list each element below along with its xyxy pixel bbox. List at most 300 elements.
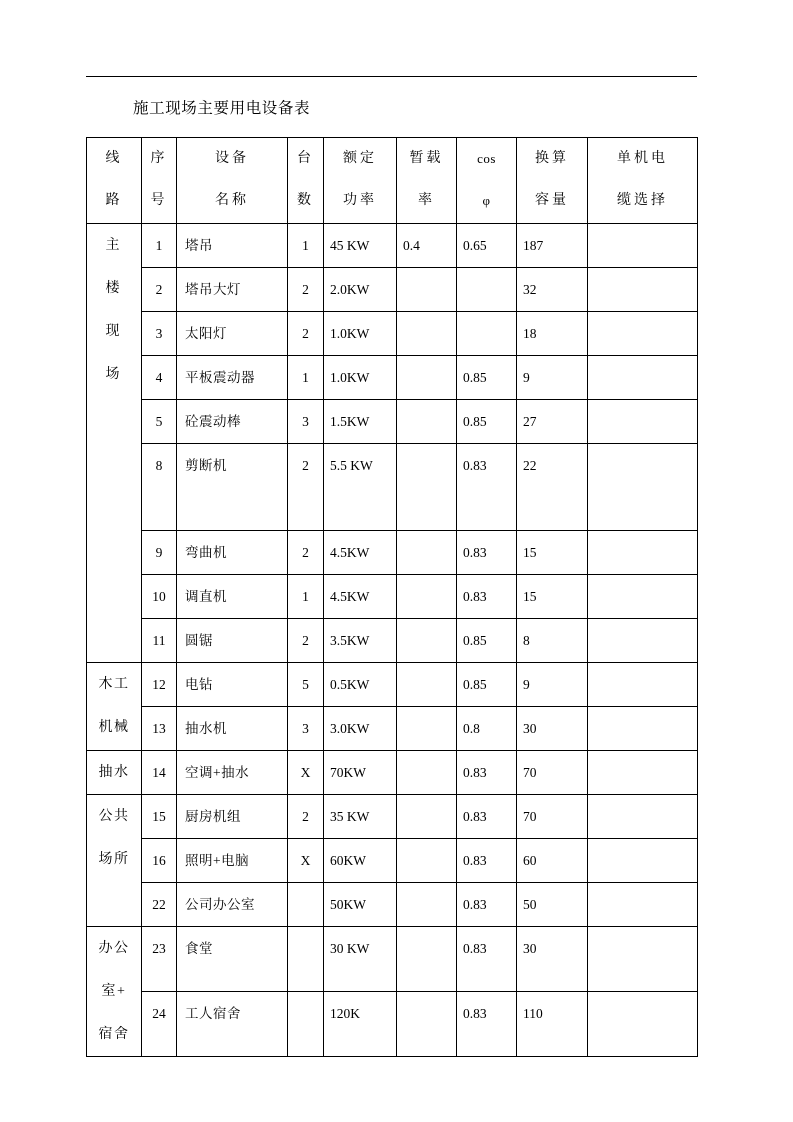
table-cell [288, 992, 324, 1057]
cell-cable-choice [588, 224, 697, 267]
cell-serial-no: 16 [152, 853, 166, 868]
cell-serial-no: 23 [152, 941, 166, 956]
cell-device-name: 抽水机 [185, 721, 227, 736]
table-row [87, 268, 698, 312]
table-cell [288, 707, 324, 751]
table-cell [142, 312, 177, 356]
line-group-char: 场所 [98, 852, 130, 867]
cell-converted-capacity: 27 [523, 414, 537, 429]
cell-converted-capacity: 9 [523, 370, 530, 385]
cell-converted-capacity: 30 [523, 721, 537, 736]
table-cell [588, 751, 698, 795]
cell-device-name: 厨房机组 [185, 809, 241, 824]
line-group-char: 公共 [98, 809, 130, 824]
table-cell [142, 795, 177, 839]
table-row [87, 839, 698, 883]
table-cell [457, 224, 517, 268]
cell-cable-choice [588, 992, 697, 1035]
table-cell [142, 444, 177, 531]
table-cell [288, 268, 324, 312]
cell-rated-power: 2.0KW [330, 282, 370, 297]
table-cell [397, 883, 457, 927]
table-cell [588, 312, 698, 356]
column-header-line: 功率 [343, 193, 377, 208]
cell-converted-capacity: 70 [523, 809, 537, 824]
table-cell [457, 268, 517, 312]
table-row [87, 400, 698, 444]
table-cell [588, 224, 698, 268]
cell-rated-power: 50KW [330, 897, 366, 912]
cell-converted-capacity: 30 [523, 941, 537, 956]
column-header-serial-no [142, 138, 177, 224]
cell-converted-capacity: 60 [523, 853, 537, 868]
table-cell [588, 356, 698, 400]
table-cell [397, 444, 457, 531]
cell-cable-choice [588, 312, 697, 355]
cell-serial-no: 24 [152, 1006, 166, 1021]
table-cell [457, 992, 517, 1057]
cell-cable-choice [588, 268, 697, 311]
cell-cable-choice [588, 619, 697, 662]
cell-device-name: 空调+抽水 [185, 765, 250, 780]
line-group-stack [87, 927, 141, 1056]
cell-serial-no: 1 [155, 238, 163, 253]
table-cell [177, 531, 288, 575]
cell-serial-no: 4 [155, 370, 163, 385]
cell-duty-ratio [397, 883, 456, 926]
cell-converted-capacity: 15 [523, 589, 537, 604]
cell-cable-choice [588, 883, 697, 926]
cell-unit-count: 1 [302, 370, 309, 385]
table-row [87, 444, 698, 531]
cell-power-factor: 0.83 [463, 941, 487, 956]
column-header-unit-count [288, 138, 324, 224]
table-cell [397, 619, 457, 663]
table-cell [288, 224, 324, 268]
cell-unit-count: 2 [302, 809, 309, 824]
table-cell [142, 839, 177, 883]
table-cell [177, 883, 288, 927]
column-header-line: 线 [105, 151, 123, 166]
table-cell [288, 444, 324, 531]
table-cell [288, 619, 324, 663]
table-cell [142, 619, 177, 663]
table-cell [517, 531, 588, 575]
cell-unit-count: X [300, 765, 311, 780]
table-cell [588, 575, 698, 619]
cell-power-factor: 0.83 [463, 897, 487, 912]
table-cell [517, 751, 588, 795]
cell-duty-ratio [397, 927, 456, 970]
column-header-converted-capacity [517, 138, 588, 224]
table-cell [397, 751, 457, 795]
cell-power-factor: 0.83 [463, 458, 487, 473]
table-cell [517, 444, 588, 531]
table-cell [324, 839, 397, 883]
table-cell [142, 883, 177, 927]
table-cell [288, 751, 324, 795]
column-header-line: 换算 [535, 151, 569, 166]
cell-device-name: 砼震动棒 [185, 414, 241, 429]
table-row [87, 312, 698, 356]
table-row [87, 356, 698, 400]
table-cell [517, 575, 588, 619]
cell-duty-ratio [397, 751, 456, 794]
table-cell [588, 839, 698, 883]
cell-serial-no: 3 [155, 326, 163, 341]
cell-unit-count [288, 992, 323, 1035]
cell-unit-count: 2 [302, 633, 309, 648]
table-cell [457, 883, 517, 927]
equipment-table [86, 137, 698, 1057]
table-cell [397, 268, 457, 312]
cell-device-name: 工人宿舍 [185, 1006, 241, 1021]
table-cell [397, 400, 457, 444]
table-cell [177, 707, 288, 751]
line-group-char: 宿舍 [98, 1027, 130, 1042]
cell-rated-power: 35 KW [330, 809, 370, 824]
cell-cable-choice [588, 795, 697, 838]
table-cell [288, 883, 324, 927]
line-group-woodworking-machinery [87, 663, 142, 751]
cell-converted-capacity: 8 [523, 633, 530, 648]
cell-unit-count: 2 [302, 326, 309, 341]
table-cell [177, 312, 288, 356]
line-group-char: 办公 [98, 941, 130, 956]
cell-unit-count: X [300, 853, 311, 868]
page-title: 施工现场主要用电设备表 [133, 100, 311, 117]
cell-duty-ratio: 0.4 [403, 238, 420, 253]
table-cell [397, 356, 457, 400]
line-group-stack [87, 224, 141, 396]
cell-serial-no: 22 [152, 897, 166, 912]
table-cell [397, 663, 457, 707]
table-cell [142, 268, 177, 312]
column-header-device-name [177, 138, 288, 224]
cell-device-name: 调直机 [185, 589, 227, 604]
cell-cable-choice [588, 927, 697, 970]
table-row [87, 883, 698, 927]
line-group-public-area [87, 795, 142, 927]
table-cell [397, 707, 457, 751]
table-cell [288, 531, 324, 575]
column-header-line: 台 [297, 151, 314, 166]
table-cell [177, 356, 288, 400]
table-cell [142, 224, 177, 268]
table-cell [588, 531, 698, 575]
table-cell [397, 575, 457, 619]
cell-device-name: 电钻 [185, 677, 213, 692]
cell-rated-power: 1.5KW [330, 414, 370, 429]
table-cell [142, 663, 177, 707]
table-cell [397, 531, 457, 575]
table-cell [588, 992, 698, 1057]
cell-rated-power: 30 KW [330, 941, 370, 956]
table-cell [517, 883, 588, 927]
cell-device-name: 剪断机 [185, 458, 227, 473]
table-cell [588, 663, 698, 707]
table-cell [177, 619, 288, 663]
cell-serial-no: 11 [152, 633, 166, 648]
table-cell [324, 619, 397, 663]
column-header-line: 容量 [535, 193, 569, 208]
cell-device-name: 食堂 [185, 941, 213, 956]
column-header-line: 设备 [215, 151, 249, 166]
table-cell [324, 224, 397, 268]
table-cell [324, 663, 397, 707]
table-cell [288, 400, 324, 444]
cell-converted-capacity: 18 [523, 326, 537, 341]
cell-cable-choice [588, 751, 697, 794]
table-cell [324, 575, 397, 619]
cell-rated-power: 70KW [330, 765, 366, 780]
table-row [87, 531, 698, 575]
table-cell [324, 531, 397, 575]
table-cell [324, 400, 397, 444]
table-cell [457, 795, 517, 839]
cell-power-factor: 0.85 [463, 633, 487, 648]
table-row [87, 224, 698, 268]
cell-cable-choice [588, 531, 697, 574]
table-cell [588, 268, 698, 312]
cell-converted-capacity: 70 [523, 765, 537, 780]
table-row [87, 575, 698, 619]
line-group-office-dormitory [87, 927, 142, 1057]
column-header-line: 路 [105, 193, 123, 208]
table-cell [588, 927, 698, 992]
line-group-char: 抽水 [98, 765, 130, 780]
table-cell [288, 575, 324, 619]
cell-unit-count: 2 [302, 545, 309, 560]
cell-rated-power: 5.5 KW [330, 458, 373, 473]
line-group-stack [87, 751, 141, 794]
cell-duty-ratio [397, 444, 456, 530]
table-cell [142, 992, 177, 1057]
line-group-stack [87, 795, 141, 881]
table-cell [517, 619, 588, 663]
cell-duty-ratio [397, 663, 456, 706]
cell-serial-no: 15 [152, 809, 166, 824]
cell-rated-power: 1.0KW [330, 326, 370, 341]
table-cell [588, 795, 698, 839]
table-row [87, 927, 698, 992]
cell-unit-count: 5 [302, 677, 309, 692]
table-cell [588, 400, 698, 444]
cell-unit-count [288, 883, 323, 926]
cell-cable-choice [588, 839, 697, 882]
cell-serial-no: 2 [155, 282, 163, 297]
cell-serial-no: 9 [155, 545, 163, 560]
table-cell [288, 795, 324, 839]
line-group-char: 现 [105, 324, 123, 339]
table-cell [457, 707, 517, 751]
cell-duty-ratio [397, 400, 456, 443]
cell-power-factor [457, 312, 516, 355]
table-cell [457, 575, 517, 619]
cell-power-factor: 0.83 [463, 545, 487, 560]
table-cell [457, 751, 517, 795]
line-group-char: 主 [105, 238, 123, 253]
table-cell [397, 312, 457, 356]
column-header-line: cos [477, 151, 496, 166]
cell-serial-no: 13 [152, 721, 166, 736]
cell-rated-power: 60KW [330, 853, 366, 868]
cell-serial-no: 10 [152, 589, 166, 604]
table-cell [457, 927, 517, 992]
table-cell [288, 356, 324, 400]
cell-power-factor: 0.85 [463, 370, 487, 385]
table-row [87, 751, 698, 795]
cell-duty-ratio [397, 312, 456, 355]
cell-converted-capacity: 32 [523, 282, 537, 297]
table-cell [142, 707, 177, 751]
cell-power-factor: 0.83 [463, 1006, 487, 1021]
cell-duty-ratio [397, 707, 456, 750]
table-cell [177, 268, 288, 312]
cell-unit-count: 3 [302, 721, 309, 736]
table-cell [324, 751, 397, 795]
table-cell [324, 268, 397, 312]
table-cell [177, 400, 288, 444]
table-cell [324, 444, 397, 531]
table-cell [517, 663, 588, 707]
cell-device-name: 太阳灯 [185, 326, 227, 341]
cell-device-name: 圆锯 [185, 633, 213, 648]
cell-device-name: 平板震动器 [185, 370, 255, 385]
cell-cable-choice [588, 444, 697, 530]
cell-serial-no: 8 [155, 458, 163, 473]
table-cell [288, 927, 324, 992]
table-cell [324, 356, 397, 400]
table-cell [517, 268, 588, 312]
table-cell [517, 356, 588, 400]
column-header-line: 暂载 [409, 151, 444, 166]
cell-cable-choice [588, 356, 697, 399]
cell-rated-power: 3.5KW [330, 633, 370, 648]
cell-rated-power: 4.5KW [330, 589, 370, 604]
cell-cable-choice [588, 575, 697, 618]
cell-duty-ratio [397, 795, 456, 838]
table-cell [517, 992, 588, 1057]
cell-unit-count [288, 927, 323, 970]
cell-rated-power: 3.0KW [330, 721, 370, 736]
table-cell [177, 927, 288, 992]
table-cell [324, 992, 397, 1057]
table-row [87, 992, 698, 1057]
cell-duty-ratio [397, 992, 456, 1035]
cell-unit-count: 1 [302, 238, 309, 253]
cell-converted-capacity: 187 [523, 238, 544, 253]
table-cell [142, 356, 177, 400]
table-cell [457, 663, 517, 707]
table-cell [177, 224, 288, 268]
table-cell [177, 795, 288, 839]
column-header-line: 序 [150, 151, 168, 166]
table-cell [324, 312, 397, 356]
column-header-duty-ratio [397, 138, 457, 224]
table-cell [517, 707, 588, 751]
cell-rated-power: 120K [330, 1006, 360, 1021]
table-cell [177, 575, 288, 619]
cell-serial-no: 12 [152, 677, 166, 692]
cell-rated-power: 1.0KW [330, 370, 370, 385]
table-cell [588, 707, 698, 751]
column-header-line: 缆选择 [617, 193, 668, 208]
table-cell [177, 839, 288, 883]
table-cell [457, 444, 517, 531]
cell-converted-capacity: 22 [523, 458, 537, 473]
cell-duty-ratio [397, 356, 456, 399]
column-header-line: 数 [297, 193, 314, 208]
column-header-line: 名称 [215, 193, 249, 208]
table-cell [517, 795, 588, 839]
table-cell [142, 400, 177, 444]
table-cell [142, 531, 177, 575]
table-cell [457, 312, 517, 356]
cell-power-factor: 0.65 [463, 238, 487, 253]
line-group-char: 楼 [105, 281, 123, 296]
cell-serial-no: 5 [155, 414, 163, 429]
table-row [87, 795, 698, 839]
table-cell [324, 795, 397, 839]
cell-device-name: 照明+电脑 [185, 853, 250, 868]
table-cell [288, 312, 324, 356]
table-header-row [87, 138, 698, 224]
cell-power-factor: 0.85 [463, 677, 487, 692]
cell-power-factor: 0.8 [463, 721, 480, 736]
table-cell [397, 839, 457, 883]
column-header-line: 率 [418, 193, 435, 208]
table-row [87, 707, 698, 751]
table-cell [288, 663, 324, 707]
table-cell [517, 312, 588, 356]
cell-power-factor: 0.83 [463, 589, 487, 604]
cell-unit-count: 2 [302, 282, 309, 297]
line-group-main-building-site [87, 224, 142, 663]
column-header-line: φ [482, 193, 491, 208]
cell-device-name: 塔吊 [185, 238, 213, 253]
line-group-char: 木工 [98, 677, 130, 692]
header-rule [86, 76, 697, 77]
column-header-line-route [87, 138, 142, 224]
table-cell [457, 619, 517, 663]
table-cell [588, 619, 698, 663]
table-cell [324, 883, 397, 927]
table-cell [517, 839, 588, 883]
table-row [87, 619, 698, 663]
cell-converted-capacity: 15 [523, 545, 537, 560]
column-header-power-factor [457, 138, 517, 224]
cell-device-name: 弯曲机 [185, 545, 227, 560]
column-header-rated-power [324, 138, 397, 224]
cell-converted-capacity: 50 [523, 897, 537, 912]
table-cell [177, 751, 288, 795]
table-cell [142, 751, 177, 795]
cell-rated-power: 4.5KW [330, 545, 370, 560]
table-cell [457, 531, 517, 575]
cell-duty-ratio [397, 268, 456, 311]
column-header-cable-choice [588, 138, 698, 224]
cell-rated-power: 45 KW [330, 238, 370, 253]
cell-power-factor [457, 268, 516, 311]
table-cell [517, 927, 588, 992]
table-row [87, 663, 698, 707]
column-header-line: 额定 [343, 151, 377, 166]
cell-cable-choice [588, 707, 697, 750]
cell-power-factor: 0.83 [463, 853, 487, 868]
cell-duty-ratio [397, 619, 456, 662]
cell-device-name: 公司办公室 [185, 897, 255, 912]
